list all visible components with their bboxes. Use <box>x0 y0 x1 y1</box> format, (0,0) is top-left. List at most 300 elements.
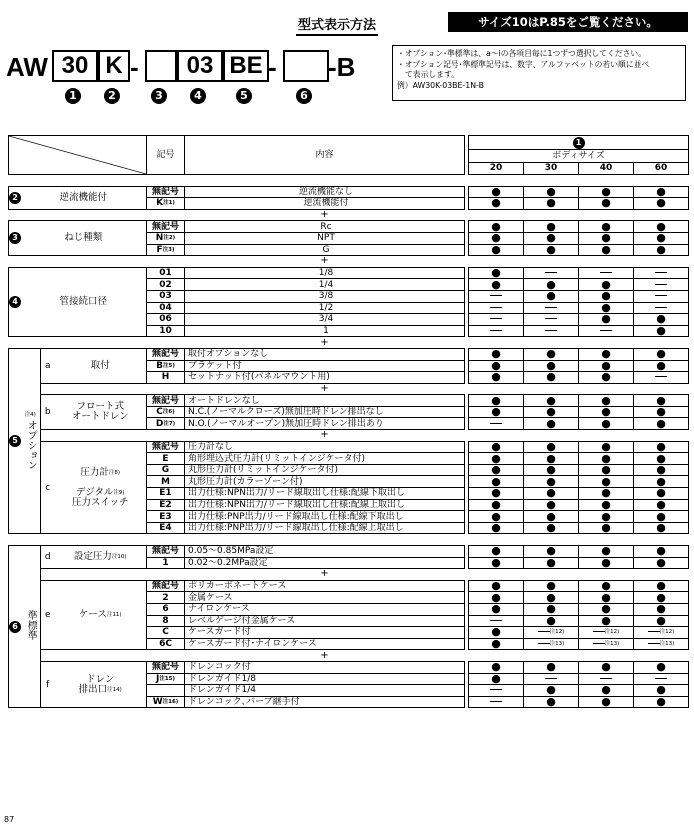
sub-d-label: 設定圧力 <box>73 551 112 563</box>
option-code <box>147 302 185 314</box>
option-description: 丸形圧力計(カラーゾーン付) <box>185 476 465 488</box>
mark-available: ● <box>579 546 634 558</box>
mark-unavailable <box>469 615 524 627</box>
mark-available: ● <box>524 603 579 615</box>
plus-left <box>9 209 185 221</box>
code-text: E3 <box>159 511 172 522</box>
page-title: 型式表示方法 <box>296 14 378 36</box>
option-description: ドレンガイド1/4 <box>185 685 465 697</box>
plus-sign: + <box>320 255 329 267</box>
code-text: B <box>156 360 164 371</box>
mark-available: ● <box>469 603 524 615</box>
sub-label-e <box>55 580 147 650</box>
mark-unavailable <box>524 673 579 685</box>
plus-sign: + <box>320 649 329 661</box>
sub-b-label-1: フロート式 <box>76 401 124 413</box>
dash-mark <box>600 330 612 331</box>
option-code <box>147 232 185 244</box>
plus-spacer <box>465 337 689 349</box>
mark-unavailable <box>469 314 524 326</box>
option-description: ポリカーボネートケース <box>185 580 465 592</box>
option-code <box>147 638 185 650</box>
code-note: 注3) <box>162 246 175 253</box>
option-description: 1/4 <box>185 279 465 291</box>
sub-letter-b: b <box>41 395 55 430</box>
mark-available: ● <box>524 348 579 360</box>
mark-available: ● <box>469 673 524 685</box>
dash-mark <box>600 272 612 273</box>
sub-letter-a: a <box>41 348 55 383</box>
mark-available: ● <box>469 488 524 500</box>
mark-unavailable <box>524 302 579 314</box>
mark-available: ● <box>469 372 524 384</box>
page-number: 87 <box>4 815 15 824</box>
option-description: ナイロンケース <box>185 603 465 615</box>
code-note: 注6) <box>162 409 175 416</box>
dash-mark <box>538 643 550 644</box>
option-description: オートドレンなし <box>185 395 465 407</box>
gap <box>9 175 689 187</box>
mark-available: ● <box>579 580 634 592</box>
model-number-3: 3 <box>151 88 167 104</box>
option-code <box>147 395 185 407</box>
mark-available: ● <box>579 511 634 523</box>
section-number-badge: 3 <box>9 232 21 244</box>
option-description: 1/2 <box>185 302 465 314</box>
mark-available: ● <box>469 221 524 233</box>
sub-c-label-1-note: 注8) <box>108 469 121 476</box>
sub-e-label: ケース <box>78 609 107 621</box>
dash-mark <box>490 318 502 319</box>
mark-available: ● <box>634 522 689 534</box>
sub-f-label-1: ドレン <box>86 673 115 685</box>
option-code <box>147 673 185 685</box>
mark-available: ● <box>579 290 634 302</box>
dash-mark <box>490 295 502 296</box>
mark-available: ● <box>524 488 579 500</box>
mark-available: ● <box>469 464 524 476</box>
code-text: 10 <box>159 326 172 337</box>
mark-available: ● <box>634 441 689 453</box>
section-2-number <box>9 186 21 209</box>
mark-available: ● <box>524 232 579 244</box>
option-description: Rc <box>185 221 465 233</box>
mark-available: ● <box>469 580 524 592</box>
code-text: F <box>156 244 163 255</box>
option-code <box>147 603 185 615</box>
mark-available: ● <box>524 221 579 233</box>
size-40: 40 <box>579 162 634 174</box>
mark-available: ● <box>469 476 524 488</box>
plus-spacer <box>465 430 689 442</box>
mark-available: ● <box>469 198 524 210</box>
mark-available: ● <box>469 557 524 569</box>
option-description: 1/8 <box>185 267 465 279</box>
body-size-number: 1 <box>573 137 585 149</box>
mark-unavailable <box>579 325 634 337</box>
mark-available: ● <box>469 395 524 407</box>
mark-available: ● <box>524 372 579 384</box>
code-note: 注16) <box>162 699 179 706</box>
model-number-2: 2 <box>104 88 120 104</box>
mark-note <box>524 627 579 639</box>
options-note-line1: ・オプション･準標準は、a〜iの各項目毎に1つずつ選択してください。 <box>397 49 647 58</box>
option-code <box>147 406 185 418</box>
option-code <box>147 186 185 198</box>
mark-note <box>634 638 689 650</box>
section-number-badge: 6 <box>9 621 21 633</box>
mark-note-text: 注13) <box>604 641 620 648</box>
options-note-line2: ・オプション記号･準標準記号は、数字、アルファベットの若い順に並べ <box>397 59 650 69</box>
sub-b-label-2: オートドレン <box>71 411 129 423</box>
option-description: 出力仕様:PNP出力/リード線取出し仕様:配線下取出し <box>185 511 465 523</box>
mark-available: ● <box>579 372 634 384</box>
mark-available: ● <box>579 279 634 291</box>
options-note-box <box>392 45 686 101</box>
option-description: 出力仕様:PNP出力/リード線取出し仕様:配線上取出し <box>185 522 465 534</box>
mark-note-text: 注12) <box>604 629 620 636</box>
mark-available: ● <box>579 453 634 465</box>
plus-spacer <box>465 209 689 221</box>
mark-available: ● <box>579 360 634 372</box>
mark-available: ● <box>524 615 579 627</box>
dash-mark <box>490 620 502 621</box>
mark-available: ● <box>634 476 689 488</box>
mark-note <box>579 627 634 639</box>
dash-mark <box>490 701 502 702</box>
size-20: 20 <box>469 162 524 174</box>
header-content: 内容 <box>185 136 465 175</box>
mark-note-text: 注12) <box>659 629 675 636</box>
mark-available: ● <box>524 522 579 534</box>
code-text: 無記号 <box>151 581 179 592</box>
option-description: 角形埋込式圧力計(リミットインジケータ付) <box>185 453 465 465</box>
option-code <box>147 441 185 453</box>
mark-available: ● <box>469 627 524 639</box>
option-description: ケースガード付･ナイロンケース <box>185 638 465 650</box>
code-text: 03 <box>159 291 172 302</box>
dash-mark <box>593 643 605 644</box>
mark-available: ● <box>579 522 634 534</box>
model-box-6 <box>283 50 329 82</box>
mark-available: ● <box>634 418 689 430</box>
mark-available: ● <box>579 348 634 360</box>
dash-mark <box>655 272 667 273</box>
mark-unavailable <box>579 267 634 279</box>
plus-left <box>41 650 147 662</box>
mark-available: ● <box>634 696 689 708</box>
mark-unavailable <box>469 302 524 314</box>
diagonal-line <box>9 136 146 174</box>
mark-available: ● <box>634 198 689 210</box>
option-code <box>147 580 185 592</box>
mark-available: ● <box>579 696 634 708</box>
sub-letter-c: c <box>41 441 55 534</box>
mark-available: ● <box>634 406 689 418</box>
mark-unavailable <box>634 673 689 685</box>
option-code <box>147 279 185 291</box>
dash-mark <box>655 376 667 377</box>
dash-mark <box>490 689 502 690</box>
sub-letter-f: f <box>41 661 55 707</box>
model-suffix: -B <box>328 52 356 82</box>
code-text: 8 <box>162 615 169 626</box>
option-code <box>147 522 185 534</box>
option-description: ドレンガイド1/8 <box>185 673 465 685</box>
model-box-2: K <box>98 50 130 82</box>
mark-available: ● <box>524 476 579 488</box>
model-dash-1: - <box>130 52 139 82</box>
mark-available: ● <box>579 603 634 615</box>
plus-spacer <box>465 569 689 581</box>
mark-available: ● <box>579 198 634 210</box>
mark-available: ● <box>579 685 634 697</box>
sub-f-label-2: 排出口 <box>78 683 108 695</box>
option-code <box>147 325 185 337</box>
mark-available: ● <box>524 464 579 476</box>
option-description: 1 <box>185 325 465 337</box>
option-code <box>147 267 185 279</box>
header-body-num <box>469 136 689 150</box>
mark-available: ● <box>634 580 689 592</box>
option-description: ドレンコック､バーブ継手付 <box>185 696 465 708</box>
dash-mark <box>545 678 557 679</box>
mark-available: ● <box>524 441 579 453</box>
sub-label-f <box>55 661 147 707</box>
mark-available: ● <box>634 615 689 627</box>
dash-mark <box>593 631 605 632</box>
section-2-label: 逆流機能付 <box>21 186 147 209</box>
code-note: 注15) <box>159 675 176 682</box>
code-text: 2 <box>162 592 169 603</box>
section-5-label-text: オプション <box>25 419 37 470</box>
mark-available: ● <box>469 522 524 534</box>
dash-mark <box>545 330 557 331</box>
mark-available: ● <box>469 499 524 511</box>
option-code <box>147 488 185 500</box>
model-prefix: AW <box>6 52 48 82</box>
code-text: E4 <box>159 523 172 534</box>
mark-available: ● <box>524 290 579 302</box>
option-code <box>147 464 185 476</box>
mark-available: ● <box>579 488 634 500</box>
mark-available: ● <box>469 453 524 465</box>
mark-unavailable <box>634 372 689 384</box>
mark-unavailable <box>524 314 579 326</box>
option-description: 金属ケース <box>185 592 465 604</box>
section-6-label <box>21 546 41 708</box>
option-code <box>147 372 185 384</box>
mark-available: ● <box>579 406 634 418</box>
mark-unavailable <box>579 673 634 685</box>
sub-c-label-1: 圧力計 <box>80 466 109 478</box>
mark-available: ● <box>524 685 579 697</box>
mark-available: ● <box>469 360 524 372</box>
code-text: 無記号 <box>151 221 179 232</box>
sub-c-label-3: 圧力スイッチ <box>71 496 129 508</box>
option-description: 丸形圧力計(リミットインジケータ付) <box>185 464 465 476</box>
mark-available: ● <box>634 325 689 337</box>
sub-label-d <box>55 546 147 569</box>
mark-available: ● <box>524 360 579 372</box>
mark-available: ● <box>634 603 689 615</box>
mark-available: ● <box>579 615 634 627</box>
section-3-number <box>9 221 21 256</box>
mark-available: ● <box>579 186 634 198</box>
option-description: 取付オプションなし <box>185 348 465 360</box>
model-spec-table <box>8 135 689 708</box>
dash-mark <box>600 678 612 679</box>
mark-available: ● <box>524 244 579 256</box>
mark-available: ● <box>524 661 579 673</box>
mark-available: ● <box>634 511 689 523</box>
option-description: NPT <box>185 232 465 244</box>
code-note: 注1) <box>163 200 175 207</box>
header-code: 記号 <box>147 136 185 175</box>
mark-note <box>634 627 689 639</box>
section-number-badge: 2 <box>9 192 21 204</box>
mark-available: ● <box>469 232 524 244</box>
sub-letter-d: d <box>41 546 55 569</box>
code-text: 無記号 <box>151 546 179 557</box>
code-text: K <box>156 198 164 209</box>
mark-available: ● <box>634 186 689 198</box>
code-text: 無記号 <box>151 349 179 360</box>
sub-a-label: 取付 <box>90 359 110 371</box>
option-code <box>147 348 185 360</box>
mark-unavailable <box>634 279 689 291</box>
code-text: 無記号 <box>151 186 179 197</box>
code-text: 02 <box>159 279 172 290</box>
header-body-size: ボディサイズ <box>469 150 689 162</box>
code-text: N <box>155 233 164 244</box>
mark-available: ● <box>524 557 579 569</box>
option-description: レベルゲージ付金属ケース <box>185 615 465 627</box>
mark-available: ● <box>579 476 634 488</box>
mark-available: ● <box>469 244 524 256</box>
size-60: 60 <box>634 162 689 174</box>
mark-available: ● <box>634 661 689 673</box>
sub-label-a <box>55 348 147 383</box>
gap <box>9 534 689 546</box>
code-text: 1 <box>162 557 169 568</box>
mark-note-text: 注13) <box>549 641 565 648</box>
mark-available: ● <box>634 499 689 511</box>
sub-label-c <box>55 441 147 534</box>
section-3-label: ねじ種類 <box>21 221 147 256</box>
model-box-3 <box>145 50 177 82</box>
section-4-number <box>9 267 21 337</box>
mark-unavailable <box>524 267 579 279</box>
mark-available: ● <box>579 418 634 430</box>
option-code <box>147 360 185 372</box>
dash-mark <box>545 318 557 319</box>
code-text: C <box>162 627 169 638</box>
code-note: 注5) <box>163 362 175 369</box>
mark-available: ● <box>634 395 689 407</box>
sub-f-label-note: 注14) <box>107 686 122 693</box>
mark-available: ● <box>469 406 524 418</box>
mark-available: ● <box>524 279 579 291</box>
model-box-4: 03 <box>177 50 223 82</box>
plus-left <box>41 430 147 442</box>
section-number-badge: 4 <box>9 296 21 308</box>
plus-sign: + <box>320 383 329 394</box>
option-description: 0.02〜0.2MPa設定 <box>185 557 465 569</box>
mark-unavailable <box>469 290 524 302</box>
mark-available: ● <box>579 441 634 453</box>
mark-unavailable <box>469 696 524 708</box>
plus-spacer <box>465 650 689 662</box>
dash-mark <box>655 307 667 308</box>
size10-reference-note: サイズ10はP.85をご覧ください。 <box>448 12 688 32</box>
mark-available: ● <box>524 546 579 558</box>
mark-available: ● <box>469 186 524 198</box>
mark-available: ● <box>634 488 689 500</box>
mark-available: ● <box>469 267 524 279</box>
code-text: E1 <box>159 488 172 499</box>
mark-note <box>524 638 579 650</box>
mark-available: ● <box>469 441 524 453</box>
mark-available: ● <box>634 464 689 476</box>
plus-sign: + <box>320 209 329 221</box>
plus-sign: + <box>320 568 329 580</box>
mark-available: ● <box>524 592 579 604</box>
mark-available: ● <box>524 395 579 407</box>
mark-available: ● <box>634 592 689 604</box>
code-text: G <box>161 465 170 476</box>
model-box-1: 30 <box>52 50 98 82</box>
mark-available: ● <box>469 279 524 291</box>
mark-note-text: 注13) <box>659 641 675 648</box>
code-text: J <box>155 673 160 684</box>
code-text: 無記号 <box>151 441 179 452</box>
option-description: 出力仕様:NPN出力/リード線取出し仕様:配線下取出し <box>185 488 465 500</box>
option-code <box>147 476 185 488</box>
mark-available: ● <box>524 418 579 430</box>
option-description: ブラケット付 <box>185 360 465 372</box>
dash-mark <box>545 307 557 308</box>
sub-e-label-note: 注11) <box>106 612 122 619</box>
dash-mark <box>648 631 660 632</box>
dash-mark <box>655 678 667 679</box>
plus-mid <box>147 383 185 395</box>
code-text: 無記号 <box>151 395 179 406</box>
option-code <box>147 685 185 697</box>
code-text: 04 <box>159 302 172 313</box>
option-code <box>147 661 185 673</box>
dash-mark <box>490 423 502 424</box>
plus-left <box>41 569 147 581</box>
model-number-5: 5 <box>236 88 252 104</box>
mark-available: ● <box>524 511 579 523</box>
mark-available: ● <box>469 638 524 650</box>
option-code <box>147 198 185 210</box>
mark-available: ● <box>634 360 689 372</box>
dash-mark <box>490 307 502 308</box>
sub-letter-e: e <box>41 580 55 650</box>
option-description: N.O.(ノーマルオープン)無加圧時ドレン排出あり <box>185 418 465 430</box>
code-text: 無記号 <box>151 662 179 673</box>
mark-available: ● <box>634 546 689 558</box>
plus-left <box>9 337 185 349</box>
mark-available: ● <box>524 453 579 465</box>
code-text: 6 <box>162 604 169 615</box>
mark-available: ● <box>579 395 634 407</box>
model-box-5: BE <box>223 50 269 82</box>
mark-available: ● <box>579 221 634 233</box>
option-code <box>147 418 185 430</box>
